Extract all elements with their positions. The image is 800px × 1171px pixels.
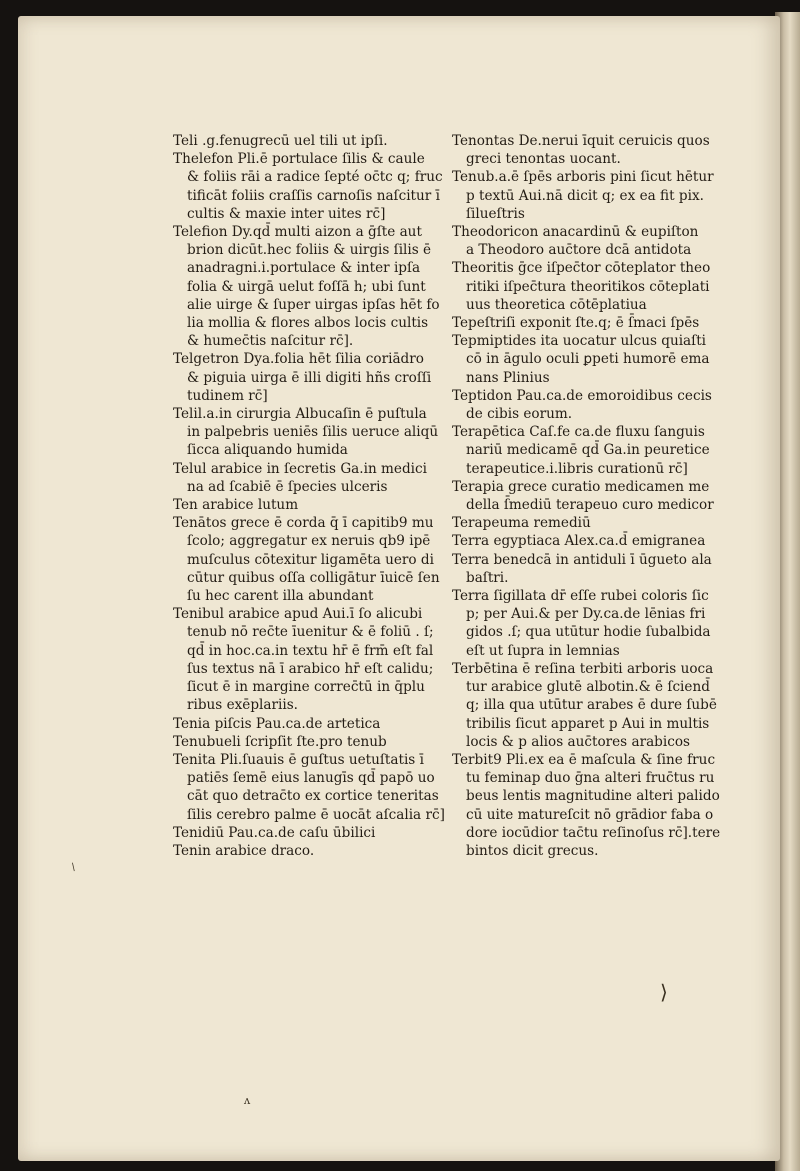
entry-headline: Theoritis ḡce iſpec̄tor cōteplator theo bbox=[452, 260, 711, 277]
entry-continuation-line: gidos .ſ; qua utūtur hodie ſubalbida bbox=[466, 624, 711, 641]
entry-headline: Tenia piſcis Pau.ca.de artetica bbox=[173, 715, 381, 732]
entry-continuation-line: brion dicūt.hec foliis & uirgis ſilis ē bbox=[187, 242, 432, 259]
glossary-entry bbox=[173, 751, 445, 824]
entry-continuation-line: & piguia uirga ē illi digiti hñs croſſi bbox=[187, 369, 432, 386]
glossary-entry bbox=[452, 514, 718, 532]
entry-continuation-line: beus lentis magnitudine alteri palido bbox=[466, 788, 720, 805]
entry-continuation-line: bintos dicit grecus. bbox=[466, 842, 599, 859]
entry-headline: Terapia grece curatio medicamen me bbox=[452, 478, 710, 495]
entry-continuation-line: greci tenontas uocant. bbox=[466, 151, 621, 168]
entry-continuation-line: ſu hec carent illa abundant bbox=[187, 588, 374, 605]
glossary-entry bbox=[173, 514, 440, 605]
glossary-entry bbox=[173, 405, 439, 460]
entry-continuation-line: in palpebris ueniēs ſilis ueruce aliqū bbox=[187, 424, 439, 441]
glossary-entry bbox=[173, 605, 435, 714]
entry-continuation-line: lia mollia & flores albos locis cultis bbox=[187, 315, 429, 332]
entry-continuation-line: tenub nō rec̄te īuenitur & ē foliū . ſ; bbox=[187, 624, 434, 641]
entry-headline: Tenontas De.nerui īquit ceruicis quos bbox=[452, 133, 710, 149]
entry-continuation-line: alie uirge & ſuper uirgas ipſas hēt fo bbox=[187, 296, 440, 313]
glossary-entry bbox=[173, 842, 435, 860]
left-column bbox=[173, 132, 445, 860]
entry-headline: Ten arabice lutum bbox=[173, 497, 299, 514]
entry-headline: Terapeuma remediū bbox=[452, 515, 591, 532]
entry-headline: Tenibul arabice apud Aui.ī ſo alicubi bbox=[173, 606, 423, 623]
ink-mark: ⟩ bbox=[660, 980, 668, 1004]
entry-continuation-line: baſtri. bbox=[466, 569, 509, 586]
glossary-entry bbox=[452, 223, 718, 259]
entry-continuation-line: tu feminap duo ḡna alteri fruc̄tus ru bbox=[466, 770, 715, 787]
entry-continuation-line: della ſ̄mediū terapeuo curo medicor bbox=[466, 497, 714, 514]
glossary-entry bbox=[452, 551, 718, 587]
entry-continuation-line: & humec̄tis naſcitur rc̄]. bbox=[187, 333, 354, 350]
entry-continuation-line: cū uite matureſcit nō grādior faba o bbox=[466, 806, 714, 823]
entry-continuation-line: locis & p alios auc̄tores arabicos bbox=[466, 733, 691, 750]
entry-continuation-line: & foliis rāi a radice ſepté oc̄tc q; fruc bbox=[187, 169, 443, 186]
entry-headline: Tepeſtriſi exponit ſte.q; ē ſ̄maci ſpēs bbox=[452, 315, 700, 332]
entry-continuation-line: tur arabice glutē albotin.& ē ſciend̄ bbox=[466, 679, 710, 696]
entry-continuation-line: nariū medicamē qd̄ Ga.in peuretice bbox=[466, 442, 710, 459]
entry-continuation-line: ſcolo; aggregatur ex neruis qb9 ipē bbox=[187, 533, 431, 550]
entry-continuation-line: folia & uirgā uelut foſſā h; ubi ſunt bbox=[187, 278, 426, 295]
entry-continuation-line: tribilis ſicut apparet p Aui in multis bbox=[466, 715, 710, 732]
entry-headline: Tepmiptides ita uocatur ulcus quiaſti bbox=[452, 333, 706, 350]
glossary-entry bbox=[173, 150, 443, 223]
entry-headline: Terra ſigillata dr̄ eſſe rubei coloris ſic bbox=[452, 588, 709, 605]
entry-continuation-line: eſt ut ſupra in lemnias bbox=[466, 642, 620, 659]
entry-continuation-line: q; illa qua utūtur arabes ē dure ſubē bbox=[466, 697, 717, 714]
entry-headline: Tenub.a.ē ſpēs arboris pini ſicut hētur bbox=[452, 169, 714, 186]
glossary-entry bbox=[452, 478, 718, 514]
right-column bbox=[452, 132, 721, 860]
entry-headline: Tenin arabice draco. bbox=[173, 842, 315, 859]
entry-headline: Telil.a.in cirurgia Albucaſin ē puſtula bbox=[173, 406, 427, 423]
entry-continuation-line: tudinem rc̄] bbox=[187, 387, 268, 404]
glossary-entry bbox=[452, 660, 718, 751]
glossary-entry bbox=[452, 259, 718, 314]
glossary-entry bbox=[452, 532, 718, 550]
glossary-entry bbox=[452, 132, 718, 168]
entry-continuation-line: muſculus cōtexitur ligamēta uero di bbox=[187, 551, 434, 568]
glossary-entry bbox=[452, 751, 721, 860]
entry-headline: Tenātos grece ē corda q̄ ī capitib9 mu bbox=[173, 515, 434, 532]
ink-mark: ʌ bbox=[244, 1094, 251, 1107]
glossary-entry bbox=[173, 715, 435, 733]
entry-continuation-line: ritiki iſpec̄tura theoritikos cōteplati bbox=[466, 278, 710, 295]
entry-continuation-line: ribus exēplariis. bbox=[187, 697, 299, 714]
entry-headline: Telgetron Dya.folia hēt ſilia coriādro bbox=[173, 351, 424, 368]
entry-continuation-line: ſicca aliquando humida bbox=[187, 442, 348, 459]
entry-continuation-line: cō in āgulo oculi ꝑpeti humorē ema bbox=[466, 351, 710, 368]
glossary-entry bbox=[173, 733, 435, 751]
entry-continuation-line: p; per Aui.& per Dy.ca.de lēnias fri bbox=[466, 606, 706, 623]
entry-continuation-line: terapeutice.i.libris curationū rc̄] bbox=[466, 460, 688, 477]
entry-continuation-line: cūtur quibus oſſa colligātur īuicē ſen bbox=[187, 569, 440, 586]
entry-continuation-line: de cibis eorum. bbox=[466, 406, 573, 423]
entry-continuation-line: na ad ſcabiē ē ſpecies ulceris bbox=[187, 478, 388, 495]
glossary-entry bbox=[173, 132, 435, 150]
entry-continuation-line: patiēs ſemē eius lanugīs qd̄ papō uo bbox=[187, 770, 435, 787]
entry-headline: Terra benedcā in antiduli ī ūgueto ala bbox=[452, 551, 712, 568]
entry-headline: Theodoricon anacardinū & eupiſton bbox=[452, 224, 699, 241]
glossary-entry bbox=[452, 332, 718, 387]
entry-headline: Terapētica Caſ.fe ca.de fluxu ſanguis bbox=[452, 424, 705, 441]
entry-headline: Terbit9 Pli.ex ea ē maſcula & ſine fruc bbox=[452, 751, 716, 768]
glossary-entry bbox=[173, 223, 440, 350]
entry-headline: Teli .g.fenugrecū uel tili ut ipſi. bbox=[173, 133, 388, 149]
glossary-entry bbox=[173, 496, 435, 514]
entry-continuation-line: dore iocūdior tac̄tu reſinoſus rc̄].tere bbox=[466, 824, 721, 841]
entry-continuation-line: uus theoretica cōtēplatiua bbox=[466, 296, 647, 313]
entry-headline: Tenubueli ſcripſit ſte.pro tenub bbox=[173, 733, 387, 750]
entry-headline: Tenidiū Pau.ca.de caſu ūbilici bbox=[173, 824, 376, 841]
entry-continuation-line: a Theodoro auc̄tore dcā antidota bbox=[466, 242, 692, 259]
entry-headline: Terbētina ē reſina terbiti arboris uoca bbox=[452, 660, 714, 677]
entry-headline: Telefion Dy.qd̄ multi aizon a ḡſte aut bbox=[173, 224, 422, 241]
entry-headline: Thelefon Pli.ē portulace ſilis & caule bbox=[173, 151, 425, 168]
entry-headline: Telul arabice in ſecretis Ga.in medici bbox=[173, 460, 427, 477]
entry-headline: Teptidon Pau.ca.de emoroidibus cecis bbox=[452, 387, 712, 404]
glossary-entry bbox=[452, 387, 718, 423]
ink-mark: / bbox=[69, 861, 78, 874]
glossary-entry bbox=[452, 314, 718, 332]
entry-continuation-line: anadragni.i.portulace & inter ipſa bbox=[187, 260, 421, 277]
entry-continuation-line: tificāt foliis craſſis carnoſis naſcitur ī bbox=[187, 187, 440, 204]
entry-continuation-line: ſicut ē in margine correc̄tū in q̄plu bbox=[187, 679, 425, 696]
glossary-entry bbox=[452, 587, 718, 660]
glossary-entry bbox=[173, 824, 435, 842]
entry-continuation-line: p textū Aui.nā dicit q; ex ea fit pix. bbox=[466, 187, 704, 204]
entry-continuation-line: ſus textus nā ī arabico hr̄ eſt calidu; bbox=[187, 660, 434, 677]
entry-continuation-line: ſilueſtris bbox=[466, 205, 525, 222]
entry-headline: Tenita Pli.ſuauis ē guſtus uetuſtatis ī bbox=[173, 751, 424, 768]
glossary-entry bbox=[452, 168, 718, 223]
entry-headline: Terra egyptiaca Alex.ca.d̄ emigranea bbox=[452, 533, 706, 550]
glossary-entry bbox=[173, 350, 435, 405]
entry-continuation-line: qd̄ in hoc.ca.in textu hr̄ ē frm̄ eſt fal bbox=[187, 642, 434, 659]
entry-continuation-line: ſilis cerebro palme ē uocāt aſcalia rc̄] bbox=[187, 806, 445, 823]
glossary-entry bbox=[173, 460, 435, 496]
entry-continuation-line: cāt quo detrac̄to ex cortice teneritas bbox=[187, 788, 439, 805]
entry-continuation-line: nans Plinius bbox=[466, 369, 550, 386]
glossary-entry bbox=[452, 423, 718, 478]
entry-continuation-line: cultis & maxie inter uites rc̄] bbox=[187, 205, 386, 222]
